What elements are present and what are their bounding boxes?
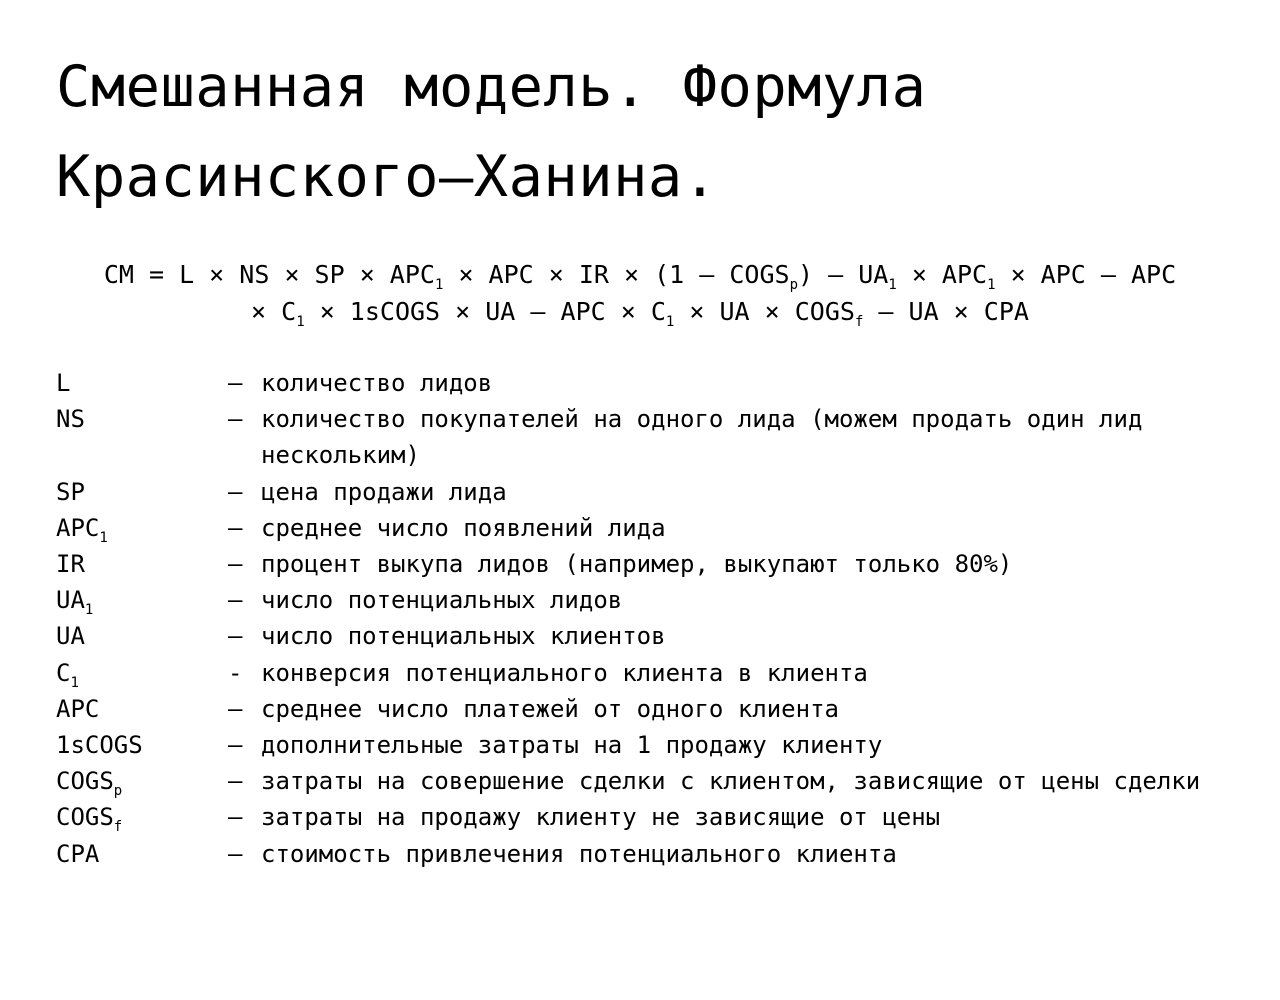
definition-term [56,799,228,835]
definition-dash: – [228,477,243,506]
definition-row [56,401,1226,473]
definition-term [56,546,228,582]
definition-term [56,655,228,691]
definition-description: дополнительные затраты на 1 продажу клиенту [261,731,883,760]
definition-row [56,727,1226,763]
definition-description: стоимость привлечения потенциального клиента [261,839,897,868]
definition-row [56,691,1226,727]
definition-term [56,365,228,401]
definition-row [56,365,1226,401]
title-line-2: Красинского–Ханина. [56,144,718,210]
definition-term [56,582,228,618]
definition-dash: – [228,694,243,723]
term-symbol: APC [56,513,100,542]
definition-description: число потенциальных лидов [261,586,623,615]
definition-dash: – [228,513,243,542]
formula-subscript: 1 [296,314,305,330]
definition-description: число потенциальных клиентов [261,622,666,651]
formula-subscript: 1 [987,277,996,293]
definition-dash: – [228,839,243,868]
definition-row [56,618,1226,654]
formula [56,256,1224,330]
term-subscript: 1 [84,602,94,619]
definition-dash: – [228,731,243,760]
definition-description: конверсия потенциального клиента в клиента [261,658,868,687]
definition-dash: – [228,369,243,397]
definition-term [56,727,228,763]
definition-term [56,618,228,654]
term-symbol: IR [56,550,85,579]
term-symbol: C [56,658,71,687]
term-symbol: COGS [56,803,114,832]
definition-row [56,546,1226,582]
definition-row [56,582,1226,618]
formula-subscript: f [854,314,864,330]
formula-part: × C [251,297,297,326]
formula-part: × APC [896,260,988,289]
term-symbol: COGS [56,767,114,796]
term-symbol: L [56,369,71,397]
definition-description: количество покупателей на одного лида (можем продать один лид нескольким) [261,405,1143,470]
formula-part: × 1sCOGS × UA – APC × C [304,297,666,326]
formula-line-2 [56,293,1224,330]
definition-dash: – [228,803,243,832]
formula-subscript: 1 [434,277,444,293]
definition-term [56,763,228,799]
formula-subscript: 1 [888,277,897,293]
definition-row [56,799,1226,835]
definition-row [56,474,1226,510]
definition-description: среднее число появлений лида [261,513,666,542]
definition-term [56,401,228,437]
definition-row [56,655,1226,691]
definition-dash: - [228,658,243,687]
definition-description: цена продажи лида [261,477,507,506]
formula-part: CM = L × NS × SP × APC [103,260,435,289]
formula-part: × UA × COGS [674,297,855,326]
formula-part: ) – UA [798,260,889,289]
definition-description: количество лидов [261,369,493,397]
title-line-1: Смешанная модель. Формула [56,54,927,120]
term-symbol: UA [56,622,85,651]
term-subscript: 1 [99,529,108,546]
definition-term [56,510,228,546]
definition-dash: – [228,550,243,579]
definition-dash: – [228,405,243,434]
formula-part: × APC – APC [995,260,1177,289]
formula-part: – UA × CPA [863,297,1029,326]
term-symbol: CPA [56,839,100,868]
term-symbol: SP [56,477,85,506]
term-subscript: p [113,783,123,800]
term-symbol: NS [56,405,85,434]
term-symbol: APC [56,694,100,723]
term-symbol: 1sCOGS [56,731,143,760]
definition-description: процент выкупа лидов (например, выкупают только 80%) [261,550,1013,579]
definition-term [56,691,228,727]
definition-row [56,510,1226,546]
definitions-list [56,365,1226,872]
term-subscript: f [113,819,123,836]
definition-term [56,836,228,872]
definition-row [56,836,1226,872]
slide-title [56,42,1236,222]
formula-line-1 [56,256,1224,293]
definition-description: затраты на совершение сделки с клиентом, зависящие от цены сделки [261,767,1201,796]
formula-part: × APC × IR × (1 – COGS [443,260,790,289]
definition-dash: – [228,586,243,615]
formula-subscript: p [789,277,799,293]
formula-subscript: 1 [665,314,675,330]
definition-row [56,763,1226,799]
definition-dash: – [228,767,243,796]
definition-dash: – [228,622,243,651]
term-subscript: 1 [70,674,79,691]
definition-description: среднее число платежей от одного клиента [261,694,839,723]
term-symbol: UA [56,586,85,615]
definition-description: затраты на продажу клиенту не зависящие от цены [261,803,941,832]
definition-term [56,474,228,510]
